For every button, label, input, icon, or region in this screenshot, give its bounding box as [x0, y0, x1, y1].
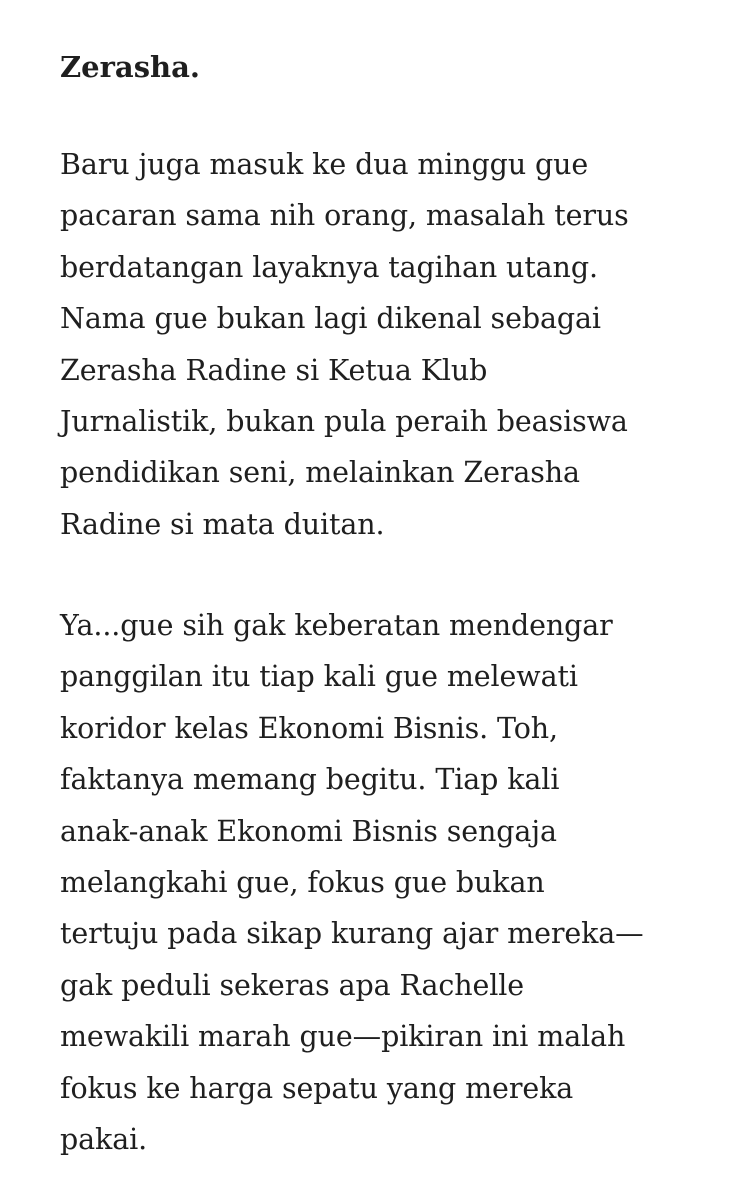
text-line: panggilan itu tiap kali gue melewati: [60, 660, 578, 694]
text-line: pakai.: [60, 1123, 148, 1157]
text-line: tertuju pada sikap kurang ajar mereka—: [60, 917, 644, 951]
text-line: mewakili marah gue—pikiran ini malah: [60, 1020, 626, 1054]
text-line: Jurnalistik, bukan pula peraih beasiswa: [60, 405, 628, 439]
text-line: gak peduli sekeras apa Rachelle: [60, 968, 525, 1002]
text-line: Nama gue bukan lagi dikenal sebagai: [60, 302, 601, 336]
text-line: Radine si mata duitan.: [60, 507, 385, 541]
text-line: melangkahi gue, fokus gue bukan: [60, 866, 545, 900]
text-line: Ya...gue sih gak keberatan mendengar: [60, 609, 613, 642]
text-line: koridor kelas Ekonomi Bisnis. Toh,: [60, 711, 558, 745]
chapter-title: Zerasha.: [60, 50, 200, 84]
paragraph-1: [60, 139, 720, 550]
text-line: Zerasha Radine si Ketua Klub: [60, 353, 488, 387]
text-line: Baru juga masuk ke dua minggu gue: [60, 148, 589, 181]
paragraph-2: [60, 600, 720, 1165]
text-line: faktanya memang begitu. Tiap kali: [60, 763, 560, 797]
text-line: anak-anak Ekonomi Bisnis sengaja: [60, 814, 557, 848]
text-line: pendidikan seni, melainkan Zerasha: [60, 456, 580, 490]
text-line: berdatangan layaknya tagihan utang.: [60, 250, 598, 284]
text-line: fokus ke harga sepatu yang mereka: [60, 1071, 574, 1105]
text-line: pacaran sama nih orang, masalah terus: [60, 199, 629, 233]
